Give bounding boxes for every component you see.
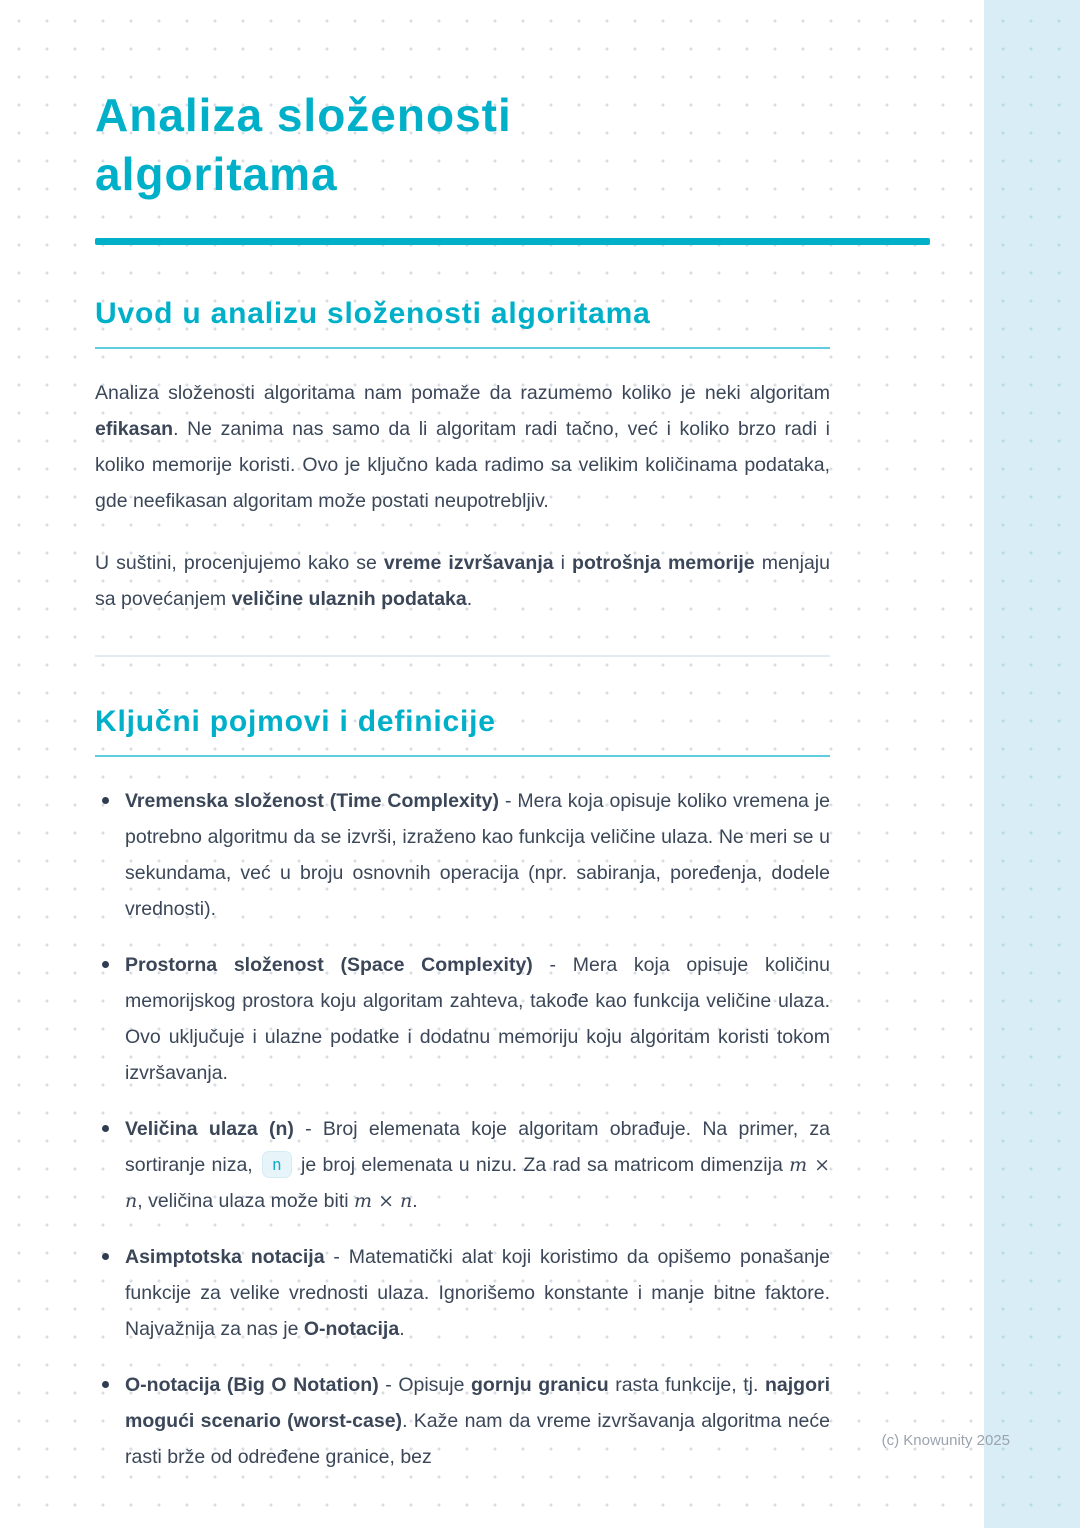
intro-paragraph-1 xyxy=(95,375,830,519)
text-segment: Prostorna složenost (Space Complexity) xyxy=(125,954,533,976)
text-segment: najgori mogući scenario (worst-case) xyxy=(125,1374,830,1432)
text-segment: Asimptotska notacija xyxy=(125,1246,325,1268)
section-heading-key-concepts: Ključni pojmovi i definicije xyxy=(95,703,830,757)
text-segment: - Mera koja opisuje koliko vremena je potrebno algoritmu da se izvrši, izraženo kao funkcija veličine ulaza. Ne meri se u sekundama, već u broju osnovnih operacija (npr. sabiranja, poređenja, dodele vrednosti). xyxy=(125,790,831,920)
text-segment: m × n xyxy=(125,1154,830,1212)
text-segment: rasta funkcije, tj. xyxy=(608,1374,765,1396)
text-segment: je broj elemenata u nizu. Za rad sa matricom dimenzija xyxy=(294,1154,790,1176)
text-segment: . Ne zanima nas samo da li algoritam radi tačno, već i koliko brzo radi i koliko memorije koristi. Ovo je ključno kada radimo sa velikim količinama podataka, gde neefikasan algoritam može postati neupotrebljiv. xyxy=(95,418,830,512)
section-heading-intro: Uvod u analizu složenosti algoritama xyxy=(95,295,830,349)
text-segment: Veličina ulaza (n) xyxy=(125,1118,294,1140)
text-segment: efikasan xyxy=(95,418,174,440)
copyright-footer: (c) Knowunity 2025 xyxy=(881,1432,1010,1449)
section-divider xyxy=(95,655,830,657)
text-segment: menjaju sa povećanjem xyxy=(95,552,830,610)
list-item-time-complexity xyxy=(95,783,830,927)
list-item-asymptotic-notation xyxy=(95,1239,830,1347)
title-rule xyxy=(95,238,930,245)
list-item-space-complexity xyxy=(95,947,830,1091)
text-segment: . xyxy=(466,588,473,610)
text-segment: , veličina ulaza može biti xyxy=(137,1190,355,1212)
text-segment: potrošnja memorije xyxy=(572,552,755,574)
text-segment: gornju granicu xyxy=(471,1374,609,1396)
text-segment: - Mera koja opisuje količinu memorijskog prostora koju algoritam zahteva, takođe kao funkcija veličine ulaza. Ovo uključuje i ulazne podatke i dodatnu memoriju koju algoritam koristi tokom izvršavanja. xyxy=(125,954,830,1084)
text-segment: n xyxy=(262,1151,292,1178)
text-segment: . xyxy=(412,1190,418,1212)
right-margin-stripe xyxy=(984,0,1080,1528)
page-title-line-2: algoritama xyxy=(95,148,338,200)
text-segment: U suštini, procenjujemo kako se xyxy=(95,552,384,574)
text-segment: - Broj elemenata koje algoritam obrađuje. Na primer, za sortiranje niza, xyxy=(125,1118,830,1176)
page-title xyxy=(95,86,830,204)
text-segment: O-notacija (Big O Notation) xyxy=(125,1374,379,1396)
text-segment: i xyxy=(553,552,573,574)
intro-paragraph-2 xyxy=(95,545,830,617)
definitions-list xyxy=(95,783,830,1475)
page-title-line-1: Analiza složenosti xyxy=(95,89,512,141)
text-segment: Vremenska složenost (Time Complexity) xyxy=(125,790,500,812)
list-item-input-size xyxy=(95,1111,830,1219)
text-segment: . xyxy=(399,1318,405,1340)
text-segment: - Matematički alat koji koristimo da opišemo ponašanje funkcije za velike vrednosti ulaza. Ignorišemo konstante i manje bitne faktore. Najvažnija za nas je xyxy=(125,1246,830,1340)
text-segment: veličine ulaznih podataka xyxy=(231,588,467,610)
text-segment: - Opisuje xyxy=(378,1374,471,1396)
text-segment: O-notacija xyxy=(303,1318,400,1340)
text-segment: m × n xyxy=(354,1190,413,1212)
text-segment: vreme izvršavanja xyxy=(383,552,554,574)
content-column xyxy=(95,0,830,1495)
list-item-big-o-notation xyxy=(95,1367,830,1475)
text-segment: Analiza složenosti algoritama nam pomaže da razumemo koliko je neki algoritam xyxy=(95,382,830,404)
text-segment: . Kaže nam da vreme izvršavanja algoritma neće rasti brže od određene granice, bez xyxy=(125,1410,830,1468)
